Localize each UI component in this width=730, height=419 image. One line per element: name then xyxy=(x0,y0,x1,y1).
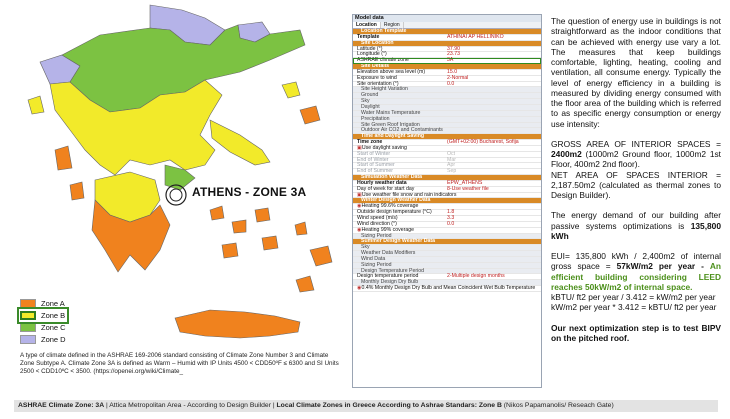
zone-a-region xyxy=(210,206,224,220)
row-value[interactable]: 1.8 xyxy=(447,209,455,216)
row-value[interactable]: 15.0 xyxy=(447,68,458,75)
row-label: Site Details xyxy=(361,63,389,70)
row-label: Ground xyxy=(361,92,379,99)
row-label: ASHRAE climate zone xyxy=(357,57,409,64)
map-legend xyxy=(20,298,66,346)
row-label: Start of Winter xyxy=(357,150,391,157)
row-value[interactable]: 0.0 xyxy=(447,220,455,227)
zone-b-region xyxy=(282,82,300,98)
legend-item-zone-a xyxy=(20,298,66,309)
row-label: Design Temperature Period xyxy=(361,267,425,274)
row-label: Wind direction (°) xyxy=(357,220,397,227)
row-label: Monthly Design Dry Bulb xyxy=(361,279,419,286)
legend-label: Zone D xyxy=(41,335,66,344)
row-label: Longitude (°) xyxy=(357,51,387,58)
row-value[interactable]: 2-Normal xyxy=(447,74,469,81)
footer-caption xyxy=(14,400,718,412)
legend-swatch xyxy=(20,323,36,332)
row-value[interactable] xyxy=(447,99,541,104)
row-value[interactable]: Mar xyxy=(447,156,456,163)
row-label: Time and Daylight Saving xyxy=(361,133,425,140)
row-value[interactable] xyxy=(447,251,541,256)
row-label: Site Height Variation xyxy=(361,86,408,93)
row-value[interactable] xyxy=(447,239,541,244)
row-value[interactable]: 8-Use weather file xyxy=(447,185,489,192)
legend-label: Zone A xyxy=(41,299,65,308)
net-area-paragraph: NET AREA OF SPACES INTERIOR = 2,187.50m2 (calculated as thermal zones to Design Builder). xyxy=(551,169,721,200)
row-value[interactable] xyxy=(447,41,541,46)
zone-a-region xyxy=(55,146,72,170)
greece-climate-map xyxy=(0,0,350,375)
row-value[interactable] xyxy=(447,64,541,69)
gross-area-label: GROSS AREA OF INTERIOR SPACES = xyxy=(551,138,721,149)
footer-part2-bold: Local Climate Zones in Greece According to Ashrae Standars: Zone B xyxy=(276,402,502,409)
gross-area-value: 2400m2 xyxy=(551,149,582,159)
row-value[interactable] xyxy=(447,198,541,203)
row-label: ▣ Use weather file snow and rain indicators xyxy=(353,193,447,198)
eui-paragraph xyxy=(551,251,721,292)
row-label: Start of Summer xyxy=(357,162,395,169)
conversion-1: kBTU/ ft2 per year / 3.412 = kW/m2 per year xyxy=(551,292,716,302)
gross-area-paragraph xyxy=(551,139,721,170)
row-value[interactable] xyxy=(447,286,541,291)
zone-a-region xyxy=(70,182,84,200)
row-label: Wind Data xyxy=(361,255,386,262)
row-label: ◉ Heating 99.6% coverage xyxy=(353,204,447,209)
gross-area-detail: (1000m2 Ground floor, 1000m2 1st Floor, 400m2 2nd floor). xyxy=(551,149,721,170)
row-value[interactable] xyxy=(447,234,541,239)
zone-a-region xyxy=(222,243,238,258)
leed-comparison: An efficient building considering LEED reaches 50kW/m2 of internal space. xyxy=(551,261,721,292)
legend-item-zone-d xyxy=(20,334,66,345)
row-label: Precipitation xyxy=(361,115,390,122)
zone-b-region xyxy=(28,96,44,114)
zone-a-region xyxy=(300,106,320,124)
map-caption: A type of climate defined in the ASHRAE 169-2006 standard consisting of Climate Zone Number 3 and Climate Zone Subtype A. Climate Zone 3A is defined as Warm – Humid with IP Units 4500 < CDD50ºF ≤ 6300 and SI Units 2500 < CDD10ºC < 3500. (https://openei.org/wiki/Climate_ xyxy=(20,352,339,375)
row-label: Daylight xyxy=(361,103,380,110)
row-label: Wind speed (m/s) xyxy=(357,215,398,221)
row-label: Sizing Period xyxy=(361,261,392,268)
row-label: Elevation above sea level (m) xyxy=(357,68,426,75)
row-label: Location Template xyxy=(361,28,407,34)
zone-b-region xyxy=(210,120,270,165)
row-value[interactable]: (GMT+02:00) Bucharest, Sofija xyxy=(447,139,519,146)
intro-paragraph: The question of energy use in buildings is not straightforward as the indoor conditions that can be achieved with energy use vary a lot. The measures that keep buildings comfortable, lighting, heating, cooling and ventilation, all consume energy. Typically the level of energy efficiency in a building is measured by dividing energy consumed with the floor area of the building which is referred to as specific energy consumption or energy use intensity: xyxy=(551,16,721,129)
legend-swatch xyxy=(20,311,36,320)
row-label: Latitude (°) xyxy=(357,45,383,52)
conversion-2: kW/m2 per year * 3.412 = kBTU/ ft2 per year xyxy=(551,302,717,313)
footer-part1-rest: | Attica Metropolitan Area - According to Design Builder | xyxy=(104,402,277,409)
row-value[interactable] xyxy=(447,117,541,122)
eui-value: 57kW/m2 per year - xyxy=(616,261,704,272)
row-label: Template xyxy=(357,33,380,40)
row-value[interactable]: 37.90 xyxy=(447,45,460,52)
zone-a-region xyxy=(175,310,300,338)
row-value[interactable] xyxy=(447,87,541,92)
zone-a-region xyxy=(310,246,332,266)
row-value[interactable] xyxy=(447,204,541,209)
row-label: Time zone xyxy=(357,139,383,146)
article-text xyxy=(551,16,721,353)
row-label: Day of week for start day xyxy=(357,185,415,192)
row-value[interactable] xyxy=(447,123,541,128)
row-value[interactable]: 3.3 xyxy=(447,215,455,221)
row-label: Weather Data Modifiers xyxy=(361,250,416,257)
row-value[interactable]: Sep xyxy=(447,168,457,175)
row-label: Outside design temperature (°C) xyxy=(357,209,432,216)
row-label: Sky xyxy=(361,244,370,251)
row-label: ◉ 0.4% Monthly Design Dry Bulb and Mean Coincident Wet Bulb Temperature xyxy=(353,286,447,291)
legend-swatch xyxy=(20,299,36,308)
row-value[interactable] xyxy=(447,193,541,198)
legend-label: Zone C xyxy=(41,323,66,332)
row-value[interactable]: 0.0 xyxy=(447,80,455,87)
row-label: Sky xyxy=(361,98,370,105)
row-value[interactable] xyxy=(447,93,541,98)
zone-a-region xyxy=(295,222,307,235)
row-value[interactable]: 23.73 xyxy=(447,51,460,58)
panel-row[interactable] xyxy=(353,286,541,292)
row-value[interactable] xyxy=(447,263,541,268)
row-value[interactable] xyxy=(447,111,541,116)
row-label: Site Green Roof Irrigation xyxy=(361,121,420,128)
next-step-paragraph: Our next optimization step is to test BIPV on the pitched roof. xyxy=(551,322,721,343)
row-label: End of Winter xyxy=(357,156,389,163)
row-label: Water Mains Temperature xyxy=(361,109,421,116)
row-value[interactable]: EPW_ATHENS xyxy=(447,179,483,186)
row-label: Design temperature period xyxy=(357,273,419,280)
panel-title: Model data xyxy=(353,15,541,22)
row-value[interactable] xyxy=(447,228,541,233)
row-value[interactable]: Apr xyxy=(447,162,456,169)
panel-rows xyxy=(353,29,541,292)
row-value[interactable] xyxy=(447,245,541,250)
athens-zone-label: ATHENS - ZONE 3A xyxy=(192,185,307,199)
legend-item-zone-b xyxy=(20,310,66,321)
zone-a-region xyxy=(232,220,246,233)
row-label: ▣ Use daylight saving xyxy=(353,146,447,151)
energy-demand-text: The energy demand of our building after passive systems optimizations is xyxy=(551,210,721,231)
row-label: End of Summer xyxy=(357,168,394,175)
legend-item-zone-c xyxy=(20,322,66,333)
row-label: Sizing Period xyxy=(361,232,392,239)
zone-a-region xyxy=(262,236,278,250)
row-label: ◉ Heating 99% coverage xyxy=(353,228,447,233)
row-label: Site orientation (°) xyxy=(357,80,399,87)
row-value[interactable]: ATHINAI AP HELLINIKO xyxy=(447,33,504,40)
eui-text: EUI= 135,800 kWh / 2,400m2 of internal gross space = xyxy=(551,251,721,272)
row-value[interactable]: 3A xyxy=(447,57,454,64)
row-value[interactable] xyxy=(447,257,541,262)
zone-a-region xyxy=(296,276,314,292)
row-label: Simulation Weather Data xyxy=(361,174,423,181)
row-value[interactable] xyxy=(447,146,541,151)
energy-demand-paragraph xyxy=(551,210,721,241)
legend-swatch xyxy=(20,335,36,344)
tab-region[interactable]: Region xyxy=(381,22,404,28)
footer-part2-rest: (Nikos Papamanolis/ Reseach Gate) xyxy=(501,402,614,409)
row-label: Hourly weather data xyxy=(357,179,407,186)
model-data-panel xyxy=(352,14,542,388)
row-value[interactable] xyxy=(447,105,541,110)
row-label: Winter Design Weather Data xyxy=(361,197,431,204)
row-value[interactable]: Oct xyxy=(447,150,456,157)
footer-part1-bold: ASHRAE Climate Zone: 3A xyxy=(18,402,105,409)
row-label: Site Location xyxy=(361,39,394,46)
energy-demand-value: 135,800 kWh xyxy=(551,220,721,241)
row-label: Outdoor Air CO2 and Contaminants xyxy=(361,127,443,134)
legend-label: Zone B xyxy=(41,311,66,320)
row-label: Exposure to wind xyxy=(357,74,397,81)
row-label: Summer Design Weather Data xyxy=(361,238,435,245)
zone-a-region xyxy=(255,208,270,222)
row-value[interactable] xyxy=(447,128,541,133)
tab-location[interactable]: Location xyxy=(353,22,381,28)
row-value[interactable]: 2-Multiple design months xyxy=(447,273,505,280)
